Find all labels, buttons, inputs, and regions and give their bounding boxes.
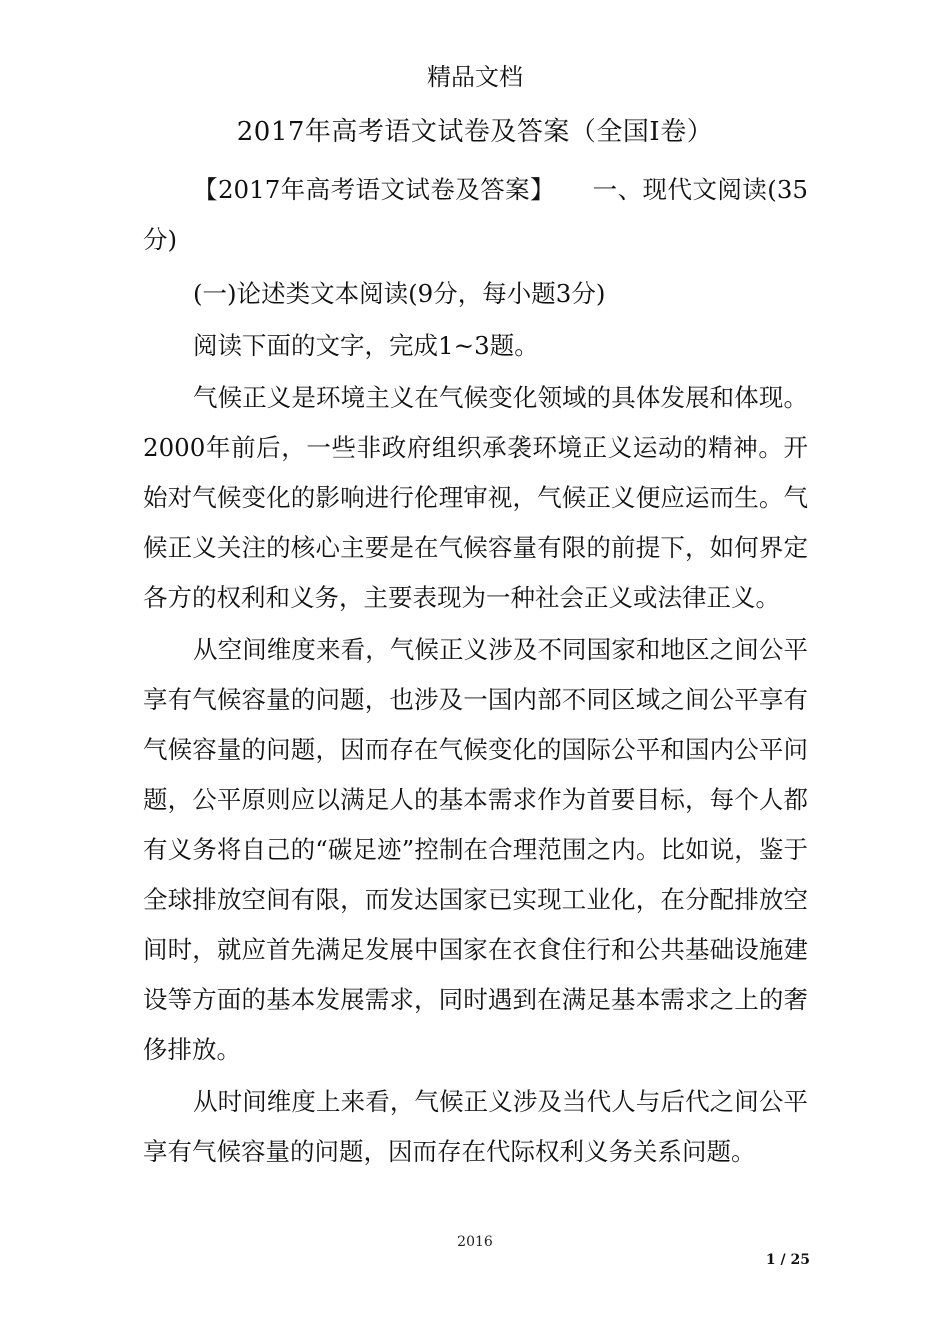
footer-year: 2016 [457,1234,493,1250]
paragraph-temporal-dimension: 从时间维度上来看，气候正义涉及当代人与后代之间公平享有气候容量的问题，因而存在代际权利义务关系问题。 [143,1087,808,1166]
document-body [143,165,808,1177]
paragraph-climate-justice-definition: 气候正义是环境主义在气候变化领域的具体发展和体现。2000年前后，一些非政府组织承袭环境正义运动的精神。开始对气候变化的影响进行伦理审视，气候正义便应运而生。气候正义关注的核心主要是在气候容量有限的前提下，如何界定各方的权利和义务，主要表现为一种社会正义或法律正义。 [143,383,808,612]
page-number: 1 / 25 [765,1252,810,1268]
paragraph-instruction: 阅读下面的文字，完成1~3题。 [193,331,539,360]
paragraph-section-heading: (一)论述类文本阅读(9分，每小题3分) [193,279,606,308]
page-header-label: 精品文档 [427,63,523,91]
paragraph-intro: 【2017年高考语文试卷及答案】 一、现代文阅读(35分) [143,175,808,254]
paragraph-spatial-dimension: 从空间维度来看，气候正义涉及不同国家和地区之间公平享有气候容量的问题，也涉及一国内部不同区域之间公平享有气候容量的问题，因而存在气候变化的国际公平和国内公平问题，公平原则应以满足人的基本需求作为首要目标，每个人都有义务将自己的“碳足迹”控制在合理范围之内。比如说，鉴于全球排放空间有限，而发达国家已实现工业化，在分配排放空间时，就应首先满足发展中国家在衣食住行和公共基础设施建设等方面的基本发展需求，同时遇到在满足基本需求之上的奢侈排放。 [143,635,808,1064]
document-title: 2017年高考语文试卷及答案（全国Ⅰ卷） [236,117,714,147]
